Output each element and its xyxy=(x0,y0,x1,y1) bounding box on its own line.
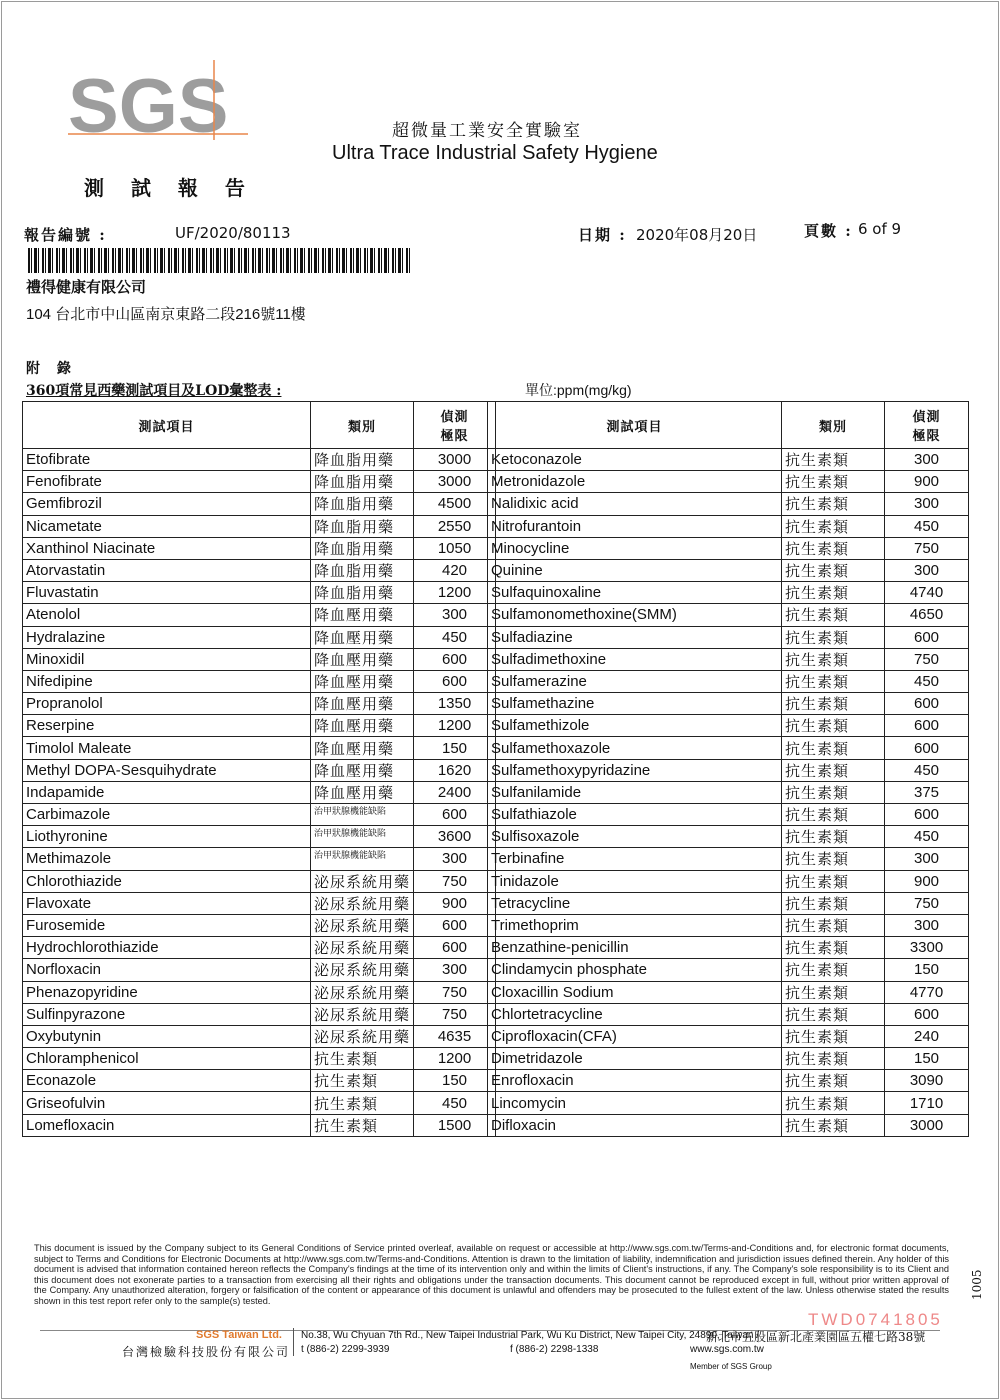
drug-name: Cloxacillin Sodium xyxy=(488,981,782,1003)
legal-disclaimer: This document is issued by the Company subject to its General Conditions of Service printed overleaf, available on request or accessible at http://www.sgs.com.tw/Terms-and-Conditions and, for electronic format documents, subject to Terms and Conditions for Electronic Documents at http://www.sgs.com.tw/Terms-and-Conditions. Attention is drawn to the limitation of liability, indemnification and jurisdiction issues defined therein. Any holder of this document is advised that information contained hereon reflects the Company's findings at the time of its intervention only and within the limits of Client's instructions, if any. The Company's sole responsibility is to its Client and this document does not exonerate parties to a transaction from exercising all their rights and obligations under the transaction documents. This document cannot be reproduced except in full, without prior written approval of the Company. Any unauthorized alteration, forgery or falsification of the content or appearance of this document is unlawful and offenders may be prosecuted to the fullest extent of the law. Unless otherwise stated the results shown in this test report refer only to the sample(s) tested. xyxy=(34,1243,949,1306)
drug-name: Ketoconazole xyxy=(488,449,782,471)
table-row xyxy=(23,604,496,626)
detection-limit: 150 xyxy=(885,1048,969,1070)
drug-name: Sulfisoxazole xyxy=(488,826,782,848)
drug-category: 抗生素類 xyxy=(311,1092,414,1114)
drug-category: 抗生素類 xyxy=(782,892,885,914)
drug-name: Sulfamerazine xyxy=(488,670,782,692)
drug-name: Minocycline xyxy=(488,537,782,559)
detection-limit: 450 xyxy=(414,626,496,648)
drug-category: 降血壓用藥 xyxy=(311,670,414,692)
table-subtitle: 360項常見西藥測試項目及LOD彙整表 : xyxy=(26,383,282,399)
drug-name: Sulfanilamide xyxy=(488,781,782,803)
drug-category: 抗生素類 xyxy=(782,582,885,604)
drug-name: Griseofulvin xyxy=(23,1092,311,1114)
drug-category: 抗生素類 xyxy=(782,1092,885,1114)
table-row xyxy=(488,1092,969,1114)
detection-limit: 750 xyxy=(885,537,969,559)
drug-category: 抗生素類 xyxy=(782,1025,885,1047)
drug-name: Ciprofloxacin(CFA) xyxy=(488,1025,782,1047)
table-row xyxy=(488,537,969,559)
drug-category: 降血脂用藥 xyxy=(311,559,414,581)
drug-category: 泌尿系統用藥 xyxy=(311,959,414,981)
detection-limit: 600 xyxy=(885,626,969,648)
table-row xyxy=(23,826,496,848)
table-row xyxy=(23,1003,496,1025)
detection-limit: 3600 xyxy=(414,826,496,848)
detection-limit: 1620 xyxy=(414,759,496,781)
drug-category: 降血壓用藥 xyxy=(311,737,414,759)
drug-category: 降血脂用藥 xyxy=(311,537,414,559)
drug-name: Timolol Maleate xyxy=(23,737,311,759)
table-row xyxy=(23,804,496,826)
drug-name: Chlortetracycline xyxy=(488,1003,782,1025)
table-row xyxy=(23,626,496,648)
footer-company-cn: 台灣檢驗科技股份有限公司 xyxy=(122,1345,291,1359)
table-row xyxy=(488,914,969,936)
drug-name: Gemfibrozil xyxy=(23,493,311,515)
detection-limit: 900 xyxy=(885,870,969,892)
drug-category: 泌尿系統用藥 xyxy=(311,1025,414,1047)
drug-name: Sulfamonomethoxine(SMM) xyxy=(488,604,782,626)
table-row xyxy=(23,648,496,670)
drug-name: Trimethoprim xyxy=(488,914,782,936)
report-date: 2020年08月20日 xyxy=(636,226,758,244)
detection-limit: 600 xyxy=(885,1003,969,1025)
drug-category: 抗生素類 xyxy=(782,626,885,648)
drug-category: 泌尿系統用藥 xyxy=(311,981,414,1003)
table-header-row xyxy=(488,402,969,449)
drug-category: 抗生素類 xyxy=(782,493,885,515)
table-row xyxy=(488,1070,969,1092)
drug-category: 抗生素類 xyxy=(782,781,885,803)
report-number-label: 報告編號 : xyxy=(24,226,107,244)
drug-name: Carbimazole xyxy=(23,804,311,826)
table-row xyxy=(488,848,969,870)
detection-limit: 1350 xyxy=(414,693,496,715)
detection-limit: 150 xyxy=(885,959,969,981)
lab-name-cn: 超微量工業安全實驗室 xyxy=(392,121,582,141)
drug-category: 泌尿系統用藥 xyxy=(311,892,414,914)
drug-category: 抗生素類 xyxy=(782,1003,885,1025)
detection-limit: 4740 xyxy=(885,582,969,604)
detection-limit: 300 xyxy=(885,559,969,581)
drug-name: Methimazole xyxy=(23,848,311,870)
detection-limit: 4500 xyxy=(414,493,496,515)
detection-limit: 3300 xyxy=(885,937,969,959)
table-row xyxy=(488,870,969,892)
report-number: UF/2020/80113 xyxy=(175,224,291,242)
detection-limit: 450 xyxy=(885,759,969,781)
drug-category: 抗生素類 xyxy=(782,449,885,471)
appendix-label: 附 錄 xyxy=(26,361,77,377)
drug-category: 抗生素類 xyxy=(782,981,885,1003)
detection-limit: 300 xyxy=(414,848,496,870)
page-label: 頁數 : xyxy=(804,222,853,240)
drug-name: Liothyronine xyxy=(23,826,311,848)
detection-limit: 300 xyxy=(885,848,969,870)
detection-limit: 300 xyxy=(885,449,969,471)
report-title: 測 試 報 告 xyxy=(84,176,255,200)
table-row xyxy=(23,449,496,471)
drug-category: 降血壓用藥 xyxy=(311,604,414,626)
drug-category: 泌尿系統用藥 xyxy=(311,937,414,959)
detection-limit: 600 xyxy=(414,937,496,959)
table-row xyxy=(488,759,969,781)
drug-name: Atenolol xyxy=(23,604,311,626)
detection-limit: 600 xyxy=(885,804,969,826)
table-row xyxy=(488,449,969,471)
drug-name: Dimetridazole xyxy=(488,1048,782,1070)
detection-limit: 900 xyxy=(414,892,496,914)
detection-limit: 300 xyxy=(885,493,969,515)
drug-name: Sulfamethoxazole xyxy=(488,737,782,759)
footer-address-en: No.38, Wu Chyuan 7th Rd., New Taipei Industrial Park, Wu Ku District, New Taipei City, 24890, Taiwan / xyxy=(301,1330,759,1341)
table-row xyxy=(23,1114,496,1136)
drug-name: Tinidazole xyxy=(488,870,782,892)
table-row xyxy=(23,981,496,1003)
sgs-logo xyxy=(68,60,248,150)
drug-name: Phenazopyridine xyxy=(23,981,311,1003)
barcode xyxy=(28,248,410,273)
table-row xyxy=(488,559,969,581)
drug-category: 抗生素類 xyxy=(782,1114,885,1136)
detection-limit: 750 xyxy=(414,981,496,1003)
table-row xyxy=(488,515,969,537)
table-row xyxy=(488,1048,969,1070)
drug-category: 降血壓用藥 xyxy=(311,781,414,803)
detection-limit: 1500 xyxy=(414,1114,496,1136)
header-item: 測試項目 xyxy=(23,402,311,449)
header-category: 類別 xyxy=(782,402,885,449)
table-row xyxy=(23,582,496,604)
drug-category: 抗生素類 xyxy=(782,604,885,626)
client-company: 禮得健康有限公司 xyxy=(26,279,147,296)
drug-name: Methyl DOPA-Sesquihydrate xyxy=(23,759,311,781)
detection-limit: 3000 xyxy=(414,471,496,493)
drug-name: Metronidazole xyxy=(488,471,782,493)
drug-category: 降血壓用藥 xyxy=(311,715,414,737)
drug-name: Sulfamethazine xyxy=(488,693,782,715)
table-row xyxy=(488,1003,969,1025)
drug-category: 降血壓用藥 xyxy=(311,693,414,715)
page-number: 6 of 9 xyxy=(858,220,902,238)
table-row xyxy=(488,715,969,737)
table-row xyxy=(23,1048,496,1070)
detection-limit: 1200 xyxy=(414,1048,496,1070)
table-header-row xyxy=(23,402,496,449)
drug-name: Enrofloxacin xyxy=(488,1070,782,1092)
detection-limit: 450 xyxy=(885,826,969,848)
drug-name: Hydrochlorothiazide xyxy=(23,937,311,959)
lab-name-en: Ultra Trace Industrial Safety Hygiene xyxy=(332,142,658,164)
footer-fax: f (886-2) 2298-1338 xyxy=(510,1344,599,1355)
table-row xyxy=(488,604,969,626)
detection-limit: 600 xyxy=(414,804,496,826)
detection-limit: 150 xyxy=(414,737,496,759)
drug-category: 抗生素類 xyxy=(782,715,885,737)
table-row xyxy=(23,737,496,759)
drug-name: Oxybutynin xyxy=(23,1025,311,1047)
drug-name: Sulfinpyrazone xyxy=(23,1003,311,1025)
table-row xyxy=(23,493,496,515)
drug-name: Benzathine-penicillin xyxy=(488,937,782,959)
footer-telephone: t (886-2) 2299-3939 xyxy=(301,1344,390,1355)
drug-category: 治甲狀腺機能缺陷 xyxy=(311,804,414,826)
table-row xyxy=(23,559,496,581)
svg-text:SGS: SGS xyxy=(68,64,229,149)
table-row xyxy=(488,804,969,826)
detection-limit: 240 xyxy=(885,1025,969,1047)
drug-category: 降血脂用藥 xyxy=(311,515,414,537)
table-row xyxy=(488,582,969,604)
table-row xyxy=(23,848,496,870)
client-address: 104 台北市中山區南京東路二段216號11樓 xyxy=(26,306,306,323)
drug-name: Difloxacin xyxy=(488,1114,782,1136)
table-row xyxy=(488,493,969,515)
detection-limit: 450 xyxy=(885,515,969,537)
drug-name: Reserpine xyxy=(23,715,311,737)
table-row xyxy=(23,781,496,803)
detection-limit: 3000 xyxy=(414,449,496,471)
drug-name: Sulfadimethoxine xyxy=(488,648,782,670)
detection-limit: 2550 xyxy=(414,515,496,537)
drug-name: Flavoxate xyxy=(23,892,311,914)
detection-limit: 150 xyxy=(414,1070,496,1092)
header-lod: 偵測 極限 xyxy=(885,402,969,449)
drug-category: 抗生素類 xyxy=(311,1070,414,1092)
table-row xyxy=(23,1092,496,1114)
drug-category: 降血壓用藥 xyxy=(311,759,414,781)
drug-name: Chloramphenicol xyxy=(23,1048,311,1070)
table-row xyxy=(23,892,496,914)
drug-name: Terbinafine xyxy=(488,848,782,870)
drug-category: 泌尿系統用藥 xyxy=(311,1003,414,1025)
detection-limit: 750 xyxy=(414,1003,496,1025)
detection-limit: 1200 xyxy=(414,715,496,737)
drug-category: 抗生素類 xyxy=(311,1048,414,1070)
drug-category: 抗生素類 xyxy=(782,670,885,692)
drug-category: 抗生素類 xyxy=(782,537,885,559)
table-row xyxy=(23,1070,496,1092)
unit-label: 單位:ppm(mg/kg) xyxy=(525,382,632,398)
drug-category: 抗生素類 xyxy=(782,471,885,493)
drug-name: Nifedipine xyxy=(23,670,311,692)
detection-limit: 1200 xyxy=(414,582,496,604)
detection-limit: 1050 xyxy=(414,537,496,559)
drug-name: Atorvastatin xyxy=(23,559,311,581)
table-row xyxy=(23,759,496,781)
footer-website: www.sgs.com.tw xyxy=(690,1344,764,1355)
detection-limit: 600 xyxy=(414,648,496,670)
drug-category: 抗生素類 xyxy=(782,870,885,892)
drug-category: 降血壓用藥 xyxy=(311,626,414,648)
table-row xyxy=(488,981,969,1003)
drug-category: 降血脂用藥 xyxy=(311,471,414,493)
drug-category: 泌尿系統用藥 xyxy=(311,870,414,892)
drug-name: Norfloxacin xyxy=(23,959,311,981)
detection-limit: 750 xyxy=(885,892,969,914)
footer-address-cn: 新北市五股區新北產業園區五權七路38號 xyxy=(706,1330,926,1344)
drug-table-left xyxy=(22,401,496,1137)
detection-limit: 750 xyxy=(414,870,496,892)
drug-category: 抗生素類 xyxy=(782,1048,885,1070)
drug-category: 抗生素類 xyxy=(782,914,885,936)
drug-name: Furosemide xyxy=(23,914,311,936)
drug-name: Econazole xyxy=(23,1070,311,1092)
drug-category: 降血脂用藥 xyxy=(311,493,414,515)
drug-name: Sulfathiazole xyxy=(488,804,782,826)
detection-limit: 300 xyxy=(414,959,496,981)
table-row xyxy=(23,471,496,493)
drug-table-right xyxy=(487,401,969,1137)
footer-separator xyxy=(293,1328,294,1356)
drug-name: Etofibrate xyxy=(23,449,311,471)
footer-member: Member of SGS Group xyxy=(690,1362,772,1371)
drug-category: 抗生素類 xyxy=(311,1114,414,1136)
table-row xyxy=(23,715,496,737)
drug-category: 抗生素類 xyxy=(782,515,885,537)
table-row xyxy=(488,693,969,715)
table-row xyxy=(488,959,969,981)
drug-name: Propranolol xyxy=(23,693,311,715)
drug-name: Indapamide xyxy=(23,781,311,803)
drug-name: Xanthinol Niacinate xyxy=(23,537,311,559)
detection-limit: 450 xyxy=(414,1092,496,1114)
table-row xyxy=(488,1025,969,1047)
drug-name: Chlorothiazide xyxy=(23,870,311,892)
detection-limit: 3000 xyxy=(885,1114,969,1136)
drug-name: Quinine xyxy=(488,559,782,581)
serial-number: TWD0741805 xyxy=(808,1310,943,1329)
table-row xyxy=(488,737,969,759)
detection-limit: 600 xyxy=(885,715,969,737)
drug-name: Nitrofurantoin xyxy=(488,515,782,537)
detection-limit: 600 xyxy=(885,693,969,715)
detection-limit: 450 xyxy=(885,670,969,692)
table-row xyxy=(23,670,496,692)
footer-company-en: SGS Taiwan Ltd. xyxy=(196,1329,282,1341)
drug-category: 抗生素類 xyxy=(782,648,885,670)
drug-category: 抗生素類 xyxy=(782,559,885,581)
drug-name: Nicametate xyxy=(23,515,311,537)
drug-category: 抗生素類 xyxy=(782,759,885,781)
table-row xyxy=(488,892,969,914)
drug-name: Sulfaquinoxaline xyxy=(488,582,782,604)
drug-name: Hydralazine xyxy=(23,626,311,648)
table-row xyxy=(488,826,969,848)
detection-limit: 3090 xyxy=(885,1070,969,1092)
detection-limit: 420 xyxy=(414,559,496,581)
header-lod: 偵測 極限 xyxy=(414,402,496,449)
table-row xyxy=(23,537,496,559)
table-row xyxy=(23,914,496,936)
drug-name: Minoxidil xyxy=(23,648,311,670)
drug-category: 抗生素類 xyxy=(782,693,885,715)
drug-category: 降血壓用藥 xyxy=(311,648,414,670)
detection-limit: 600 xyxy=(885,737,969,759)
drug-category: 泌尿系統用藥 xyxy=(311,914,414,936)
drug-category: 抗生素類 xyxy=(782,937,885,959)
detection-limit: 4770 xyxy=(885,981,969,1003)
drug-category: 降血脂用藥 xyxy=(311,582,414,604)
drug-category: 抗生素類 xyxy=(782,848,885,870)
date-label: 日期 : xyxy=(578,226,627,244)
table-row xyxy=(488,471,969,493)
drug-name: Sulfamethizole xyxy=(488,715,782,737)
header-category: 類別 xyxy=(311,402,414,449)
drug-category: 抗生素類 xyxy=(782,959,885,981)
drug-category: 治甲狀腺機能缺陷 xyxy=(311,848,414,870)
detection-limit: 600 xyxy=(414,914,496,936)
detection-limit: 300 xyxy=(414,604,496,626)
drug-category: 治甲狀腺機能缺陷 xyxy=(311,826,414,848)
table-row xyxy=(23,937,496,959)
table-row xyxy=(488,781,969,803)
drug-name: Lincomycin xyxy=(488,1092,782,1114)
drug-name: Lomefloxacin xyxy=(23,1114,311,1136)
table-row xyxy=(23,870,496,892)
detection-limit: 4635 xyxy=(414,1025,496,1047)
table-row xyxy=(488,670,969,692)
header-item: 測試項目 xyxy=(488,402,782,449)
table-row xyxy=(23,515,496,537)
detection-limit: 375 xyxy=(885,781,969,803)
drug-name: Fluvastatin xyxy=(23,582,311,604)
drug-name: Sulfadiazine xyxy=(488,626,782,648)
table-row xyxy=(23,959,496,981)
drug-name: Tetracycline xyxy=(488,892,782,914)
drug-category: 抗生素類 xyxy=(782,804,885,826)
drug-category: 抗生素類 xyxy=(782,737,885,759)
side-number: 1005 xyxy=(970,1269,984,1300)
detection-limit: 750 xyxy=(885,648,969,670)
drug-category: 抗生素類 xyxy=(782,1070,885,1092)
drug-name: Sulfamethoxypyridazine xyxy=(488,759,782,781)
detection-limit: 300 xyxy=(885,914,969,936)
drug-category: 抗生素類 xyxy=(782,826,885,848)
detection-limit: 2400 xyxy=(414,781,496,803)
detection-limit: 600 xyxy=(414,670,496,692)
table-row xyxy=(488,937,969,959)
drug-name: Nalidixic acid xyxy=(488,493,782,515)
table-row xyxy=(488,648,969,670)
detection-limit: 1710 xyxy=(885,1092,969,1114)
drug-name: Fenofibrate xyxy=(23,471,311,493)
table-row xyxy=(488,1114,969,1136)
detection-limit: 900 xyxy=(885,471,969,493)
detection-limit: 4650 xyxy=(885,604,969,626)
table-row xyxy=(488,626,969,648)
table-row xyxy=(23,1025,496,1047)
table-row xyxy=(23,693,496,715)
drug-name: Clindamycin phosphate xyxy=(488,959,782,981)
drug-category: 降血脂用藥 xyxy=(311,449,414,471)
